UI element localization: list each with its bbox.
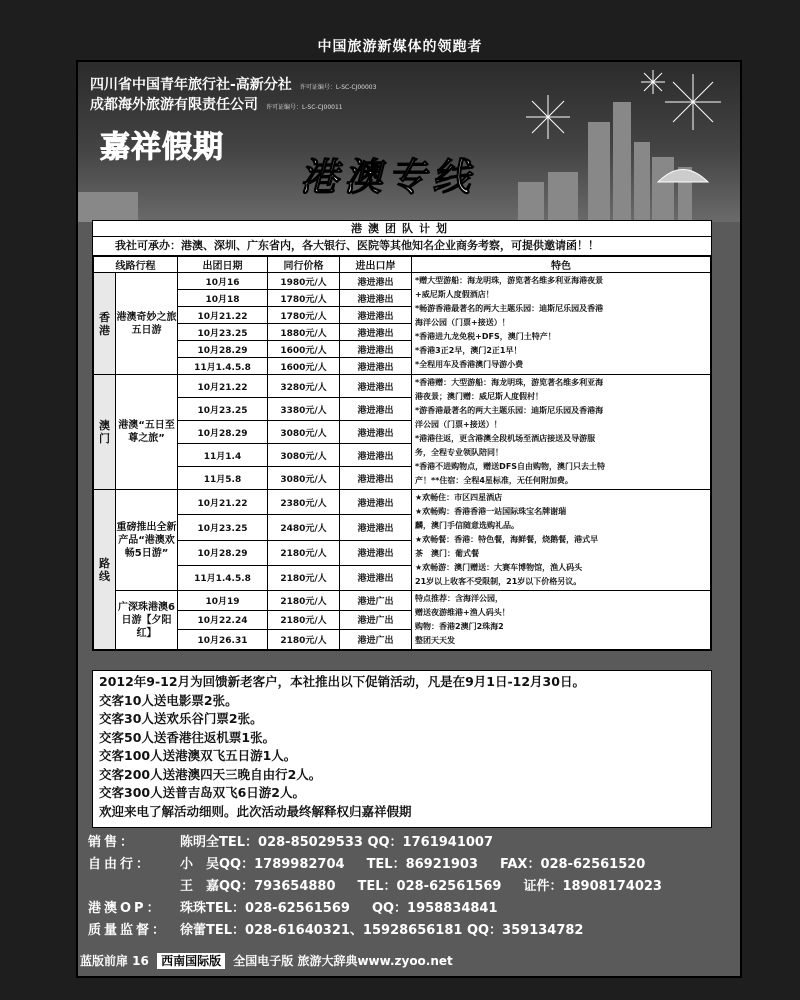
- port-cell: 港进港出: [340, 467, 412, 490]
- port-cell: 港进港出: [340, 341, 412, 358]
- feature-line: *畅游香港最著名的两大主题乐园：迪斯尼乐园及香港: [415, 304, 604, 313]
- date-cell: 10月28.29: [178, 540, 268, 565]
- feature-line: ★欢畅餐：香港：特色餐，海鲜餐，烧鹅餐，港式早: [415, 535, 599, 544]
- feature-line: 赠送夜游维港+渔人码头！: [415, 608, 510, 617]
- port-cell: 港进港出: [340, 398, 412, 421]
- port-cell: 港进港出: [340, 273, 412, 290]
- company-name-2: 成都海外旅游有限责任公司 许可证编号：L-SC-CJ00011: [90, 97, 343, 113]
- port-cell: 港进港出: [340, 540, 412, 565]
- region-cell: 路线: [94, 490, 116, 650]
- region-cell: 澳门: [94, 375, 116, 490]
- footer-text: 全国电子版 旅游大辞典www.zyoo.net: [233, 954, 453, 968]
- brand-logo: 嘉祥假期: [100, 130, 224, 165]
- feature-line: *游香港最著名的两大主题乐园：迪斯尼乐园及香港海: [415, 406, 604, 415]
- table-intro: 我社可承办：港澳、深圳、广东省内，各大银行、医院等其他知名企业商务考察，可提供邀请函！！: [93, 237, 711, 256]
- route-cell: 港澳奇妙之旅五日游: [116, 273, 178, 375]
- features-cell: [412, 375, 711, 490]
- page-number: 蓝版前扉 16: [80, 954, 149, 968]
- price-cell: 3080元/人: [268, 467, 340, 490]
- route-cell: 港澳“五日至尊之旅”: [116, 375, 178, 490]
- date-cell: 11月1.4: [178, 444, 268, 467]
- price-cell: 1880元/人: [268, 324, 340, 341]
- feature-line: 整团天天发: [415, 636, 455, 645]
- price-cell: 2180元/人: [268, 565, 340, 590]
- port-cell: 港进港出: [340, 375, 412, 398]
- price-cell: 1780元/人: [268, 307, 340, 324]
- top-slogan: 中国旅游新媒体的领跑者: [317, 39, 483, 55]
- promo-line: 交客100人送港澳双飞五日游1人。: [99, 748, 297, 763]
- date-cell: 10月28.29: [178, 341, 268, 358]
- table-row: [94, 375, 711, 398]
- date-cell: 10月28.29: [178, 421, 268, 444]
- table-title: 港澳团队计划: [93, 221, 711, 237]
- features-cell: [412, 490, 711, 591]
- contacts: [88, 832, 738, 942]
- feature-line: 海洋公园（门票+接送）！: [415, 318, 510, 327]
- price-cell: 2180元/人: [268, 630, 340, 650]
- price-cell: 1600元/人: [268, 358, 340, 375]
- price-cell: 2180元/人: [268, 591, 340, 611]
- table-header-row: [94, 257, 711, 273]
- feature-line: ★欢畅购：香港香港一站国际珠宝名牌谢瑞: [415, 507, 567, 516]
- feature-line: +威尼斯人度假酒店！: [415, 290, 494, 299]
- feature-line: *赠大型游船：海龙明珠，游览著名维多利亚海港夜景: [415, 276, 604, 285]
- price-cell: 2180元/人: [268, 610, 340, 630]
- feature-line: *香港不进购物点，赠送DFS自由购物，澳门只去土特: [415, 462, 606, 471]
- promo-line: 交客50人送香港往返机票1张。: [99, 729, 276, 745]
- feature-line: 21岁以上收客不受限制，21岁以下价格另议。: [415, 577, 582, 586]
- port-cell: 港进广出: [340, 610, 412, 630]
- price-cell: 2380元/人: [268, 490, 340, 515]
- price-cell: 3080元/人: [268, 444, 340, 467]
- feature-line: *香港进九龙免税+DFS，澳门土特产！: [415, 332, 556, 341]
- port-cell: 港进港出: [340, 565, 412, 590]
- contact-quality: 质量监督： 徐蕾TEL：028-61640321、15928656181 QQ：359134782: [88, 923, 584, 938]
- promo-line: 交客200人送港澳四天三晚自由行2人。: [99, 766, 322, 782]
- header-date: 出团日期: [178, 257, 268, 273]
- schedule-grid: [93, 256, 711, 650]
- feature-line: 务，全程专业领队陪同！: [415, 448, 503, 457]
- advertisement: [76, 60, 742, 978]
- edition-badge: 西南国际版: [157, 953, 225, 969]
- date-cell: 11月1.4.5.8: [178, 358, 268, 375]
- contact-free-travel-2: 王 嘉QQ：793654880 TEL：028-62561569 证件：18908174023: [180, 879, 662, 894]
- route-cell: 重磅推出全新产品“港澳欢畅5日游”: [116, 490, 178, 591]
- feature-line: 洋公园（门票+接送）！: [415, 420, 502, 429]
- date-cell: 10月18: [178, 290, 268, 307]
- price-cell: 1600元/人: [268, 341, 340, 358]
- price-cell: 1780元/人: [268, 290, 340, 307]
- region-cell: 香港: [94, 273, 116, 375]
- feature-line: *香港3正2早，澳门2正1早！: [415, 346, 522, 355]
- date-cell: 10月23.25: [178, 324, 268, 341]
- date-cell: 10月21.22: [178, 375, 268, 398]
- table-row: [94, 273, 711, 290]
- date-cell: 10月16: [178, 273, 268, 290]
- line-title: 港澳专线: [300, 155, 477, 199]
- table-row: [94, 591, 711, 611]
- tour-schedule-table: [92, 220, 712, 651]
- date-cell: 10月23.25: [178, 515, 268, 540]
- date-cell: 10月26.31: [178, 630, 268, 650]
- feature-line: 购物：香港2澳门2珠海2: [415, 622, 504, 631]
- date-cell: 10月21.22: [178, 490, 268, 515]
- header-features: 特色: [412, 257, 711, 273]
- feature-line: 特点推荐：含海洋公园，: [415, 594, 503, 603]
- footer: [80, 950, 720, 972]
- contact-op: 港澳OP： 珠珠TEL：028-62561569 QQ：1958834841: [88, 901, 498, 916]
- port-cell: 港进港出: [340, 358, 412, 375]
- promo-line: 欢迎来电了解活动细则。此次活动最终解释权归嘉祥假期: [99, 803, 412, 819]
- feature-line: 港夜景；澳门赠：威尼斯人度假村！: [415, 392, 543, 401]
- promo-line: 2012年9-12月为回馈新老客户，本社推出以下促销活动，凡是在9月1日-12月30日。: [99, 674, 585, 689]
- feature-line: ★欢畅游：澳门赠送：大赛车博物馆，渔人码头: [415, 563, 583, 572]
- price-cell: 3080元/人: [268, 421, 340, 444]
- promo-line: 交客10人送电影票2张。: [99, 692, 238, 708]
- header-route: 线路行程: [94, 257, 178, 273]
- feature-line: 麟，澳门手信随意选购礼品。: [415, 521, 519, 530]
- port-cell: 港进广出: [340, 630, 412, 650]
- date-cell: 10月22.24: [178, 610, 268, 630]
- features-cell: [412, 591, 711, 650]
- price-cell: 2180元/人: [268, 540, 340, 565]
- date-cell: 11月1.4.5.8: [178, 565, 268, 590]
- date-cell: 10月23.25: [178, 398, 268, 421]
- banner: [78, 62, 742, 222]
- date-cell: 10月19: [178, 591, 268, 611]
- date-cell: 10月21.22: [178, 307, 268, 324]
- port-cell: 港进广出: [340, 591, 412, 611]
- port-cell: 港进港出: [340, 515, 412, 540]
- feature-line: 产！**住宿：全程4星标准，无任何附加费。: [415, 476, 573, 485]
- feature-line: *港港往返，更含港澳全段机场至酒店接送及导游服: [415, 434, 596, 443]
- price-cell: 1980元/人: [268, 273, 340, 290]
- port-cell: 港进港出: [340, 324, 412, 341]
- header-price: 同行价格: [268, 257, 340, 273]
- port-cell: 港进港出: [340, 421, 412, 444]
- port-cell: 港进港出: [340, 290, 412, 307]
- table-row: [94, 490, 711, 515]
- port-cell: 港进港出: [340, 307, 412, 324]
- price-cell: 3380元/人: [268, 398, 340, 421]
- promotion-box: [92, 670, 712, 828]
- price-cell: 3280元/人: [268, 375, 340, 398]
- company-name-1: 四川省中国青年旅行社-高新分社 许可证编号：L-SC-CJ00003: [90, 77, 377, 93]
- feature-line: ★欢畅住：市区四星酒店: [415, 493, 503, 502]
- port-cell: 港进港出: [340, 490, 412, 515]
- header-port: 进出口岸: [340, 257, 412, 273]
- contact-sales: 销售： 陈明全TEL：028-85029533 QQ：1761941007: [88, 835, 494, 850]
- port-cell: 港进港出: [340, 444, 412, 467]
- contact-free-travel-1: 自由行： 小 吴QQ：1789982704 TEL：86921903 FAX：028-62561520: [88, 857, 646, 872]
- route-cell: 广深珠港澳6日游【夕阳红】: [116, 591, 178, 650]
- price-cell: 2480元/人: [268, 515, 340, 540]
- promo-line: 交客30人送欢乐谷门票2张。: [99, 711, 263, 726]
- feature-line: 茶 澳门：葡式餐: [415, 549, 479, 558]
- feature-line: *香港赠：大型游船：海龙明珠，游览著名维多利亚海: [415, 378, 604, 387]
- feature-line: *全程用车及香港澳门导游小费: [415, 360, 524, 369]
- date-cell: 11月5.8: [178, 467, 268, 490]
- features-cell: [412, 273, 711, 375]
- promo-line: 交客300人送普吉岛双飞6日游2人。: [99, 785, 305, 800]
